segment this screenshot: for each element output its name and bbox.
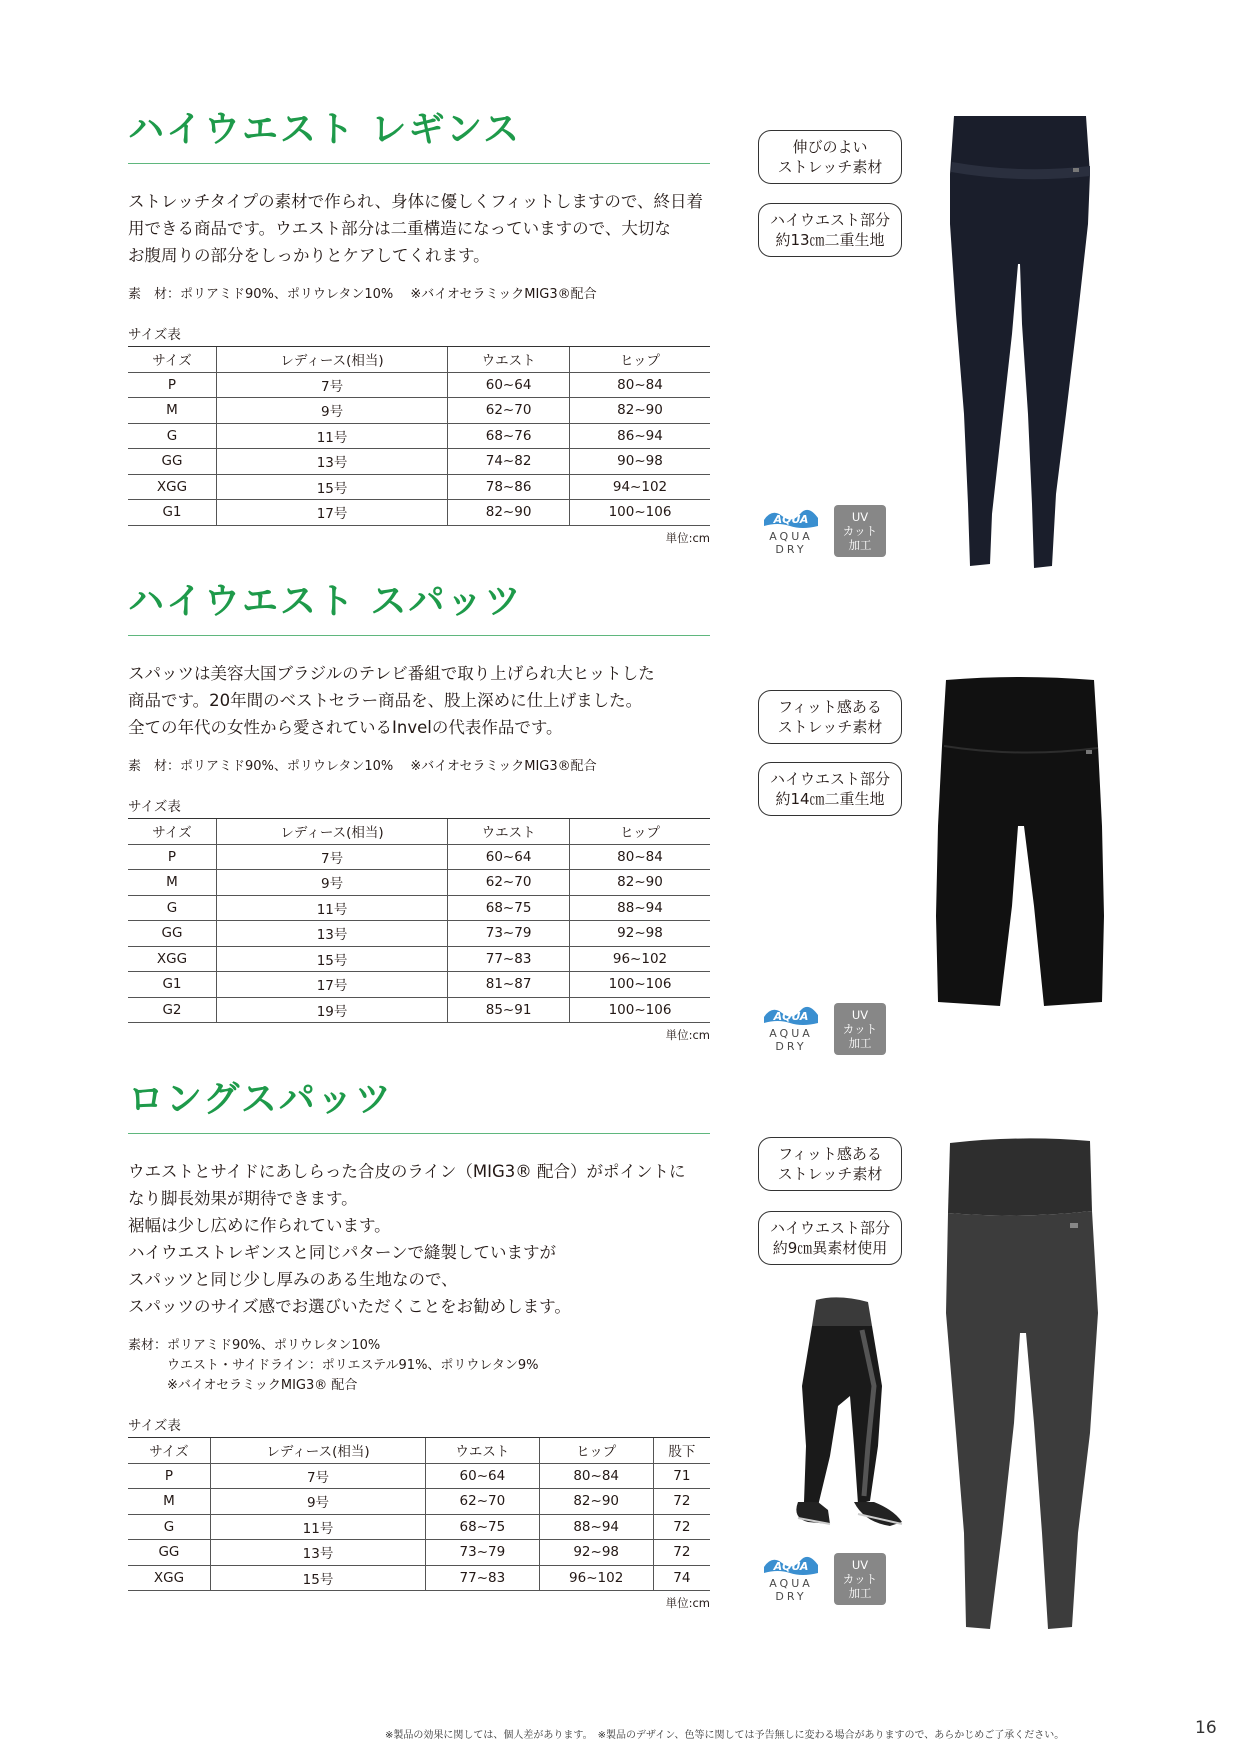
table-cell: 96~102 [570, 946, 710, 972]
material-text: 素材：ポリアミド90%、ポリウレタン10% ウエスト・サイドライン：ポリエステル91%、ポリウレタン9% ※バイオセラミックMIG3® 配合 [128, 1338, 539, 1394]
table-cell: 72 [653, 1489, 710, 1515]
product-description: ウエストとサイドにあしらった合皮のライン（MIG3® 配合）がポイントに なり脚長効果が期待できます。 裾幅は少し広めに作られています。 ハイウエストレギンスと同じパターンで縫製していますが スパッツと同じ少し厚みのある生地なので、 スパッツのサイズ感でお選びいただくことをお勧めします。 [128, 1162, 686, 1317]
table-cell: 9号 [216, 398, 447, 424]
material-text: 素 材：ポリアミド90%、ポリウレタン10% ※バイオセラミックMIG3®配合 [128, 759, 597, 775]
page-number: 16 [1195, 1718, 1217, 1738]
long-spats-product-image [930, 1133, 1110, 1633]
svg-text:AQUA: AQUA [773, 1560, 809, 1573]
table-row [128, 372, 710, 398]
section-title: ハイウエスト スパッツ [128, 580, 710, 636]
svg-text:AQUA: AQUA [773, 513, 809, 526]
table-row [128, 1463, 710, 1489]
table-cell: 7号 [216, 372, 447, 398]
table-cell: 17号 [216, 972, 447, 998]
table-cell: 72 [653, 1514, 710, 1540]
column-header: ヒップ [570, 347, 710, 373]
table-cell: 86~94 [570, 423, 710, 449]
product-description: ストレッチタイプの素材で作られ、身体に優しくフィットしますので、終日着 用できる商品です。ウエスト部分は二重構造になっていますので、大切な お腹周りの部分をしっかりとケアしてくれます。 [128, 192, 704, 266]
uv-cut-badge: UV カット 加工 [834, 1553, 886, 1605]
long-spats-model-image [778, 1296, 908, 1536]
table-cell: P [128, 844, 216, 870]
size-table [128, 1437, 710, 1591]
table-cell: 100~106 [570, 997, 710, 1023]
table-cell: 15号 [210, 1565, 425, 1591]
table-cell: 68~75 [426, 1514, 540, 1540]
table-cell: 60~64 [448, 372, 570, 398]
table-cell: M [128, 870, 216, 896]
size-table-caption: サイズ表 [128, 1418, 181, 1435]
table-cell: M [128, 1489, 210, 1515]
table-cell: 68~76 [448, 423, 570, 449]
table-cell: 73~79 [448, 921, 570, 947]
feature-badge-waist: ハイウエスト部分 約9㎝異素材使用 [758, 1211, 902, 1265]
table-row [128, 844, 710, 870]
section-title: ロングスパッツ [128, 1078, 710, 1134]
table-row [128, 1514, 710, 1540]
table-cell: G [128, 1514, 210, 1540]
table-row [128, 972, 710, 998]
table-cell: 73~79 [426, 1540, 540, 1566]
table-row [128, 1540, 710, 1566]
table-cell: 13号 [216, 449, 447, 475]
table-cell: XGG [128, 1565, 210, 1591]
table-cell: 92~98 [539, 1540, 653, 1566]
table-cell: 85~91 [448, 997, 570, 1023]
table-cell: 96~102 [539, 1565, 653, 1591]
table-cell: 7号 [210, 1463, 425, 1489]
column-header: 股下 [653, 1438, 710, 1464]
table-row [128, 1565, 710, 1591]
aqua-dry-icon [762, 506, 820, 530]
feature-badge-waist: ハイウエスト部分 約14㎝二重生地 [758, 762, 902, 816]
table-row [128, 921, 710, 947]
table-cell: 74~82 [448, 449, 570, 475]
table-cell: 82~90 [570, 398, 710, 424]
table-cell: 77~83 [448, 946, 570, 972]
material-text: 素 材：ポリアミド90%、ポリウレタン10% ※バイオセラミックMIG3®配合 [128, 287, 597, 303]
aqua-dry-logo: AQUA AQUA DRY [761, 1003, 821, 1053]
table-cell: 88~94 [539, 1514, 653, 1540]
table-cell: 78~86 [448, 474, 570, 500]
unit-label: 単位:cm [665, 530, 710, 545]
table-row [128, 423, 710, 449]
table-cell: 68~75 [448, 895, 570, 921]
uv-cut-badge: UV カット 加工 [834, 1003, 886, 1055]
table-cell: 82~90 [539, 1489, 653, 1515]
table-cell: 71 [653, 1463, 710, 1489]
table-cell: 88~94 [570, 895, 710, 921]
table-cell: 80~84 [539, 1463, 653, 1489]
table-row [128, 449, 710, 475]
table-cell: 15号 [216, 946, 447, 972]
table-cell: P [128, 1463, 210, 1489]
aqua-dry-icon [762, 1553, 820, 1577]
table-row [128, 946, 710, 972]
unit-label: 単位:cm [665, 1028, 710, 1043]
table-cell: 19号 [216, 997, 447, 1023]
table-row [128, 474, 710, 500]
product-description: スパッツは美容大国ブラジルのテレビ番組で取り上げられ大ヒットした 商品です。20年間のベストセラー商品を、股上深めに仕上げました。 全ての年代の女性から愛されているInvelの代表作品です。 [128, 664, 655, 738]
table-cell: 62~70 [448, 398, 570, 424]
table-cell: XGG [128, 946, 216, 972]
size-table [128, 818, 710, 1023]
table-cell: 60~64 [426, 1463, 540, 1489]
column-header: ウエスト [448, 819, 570, 845]
table-cell: GG [128, 921, 216, 947]
table-cell: 11号 [216, 423, 447, 449]
table-cell: G1 [128, 500, 216, 526]
feature-badge-stretch: 伸びのよい ストレッチ素材 [758, 130, 902, 184]
table-cell: M [128, 398, 216, 424]
section-title: ハイウエスト レギンス [128, 108, 710, 164]
table-cell: 80~84 [570, 372, 710, 398]
product-section-spats [128, 580, 710, 1043]
table-cell: GG [128, 449, 216, 475]
table-row [128, 1489, 710, 1515]
column-header: ウエスト [448, 347, 570, 373]
table-cell: 11号 [216, 895, 447, 921]
unit-label: 単位:cm [665, 1596, 710, 1611]
table-cell: 90~98 [570, 449, 710, 475]
table-row [128, 500, 710, 526]
table-header-row [128, 347, 710, 373]
spats-product-image [930, 676, 1110, 1008]
leggings-product-image [940, 114, 1100, 570]
feature-badge-fit: フィット感ある ストレッチ素材 [758, 690, 902, 744]
table-header-row [128, 819, 710, 845]
footer-disclaimer: ※製品の効果に関しては、個人差があります。 ※製品のデザイン、色等に関しては予告無しに変わる場合がありますので、あらかじめご了承ください。 [385, 1730, 1065, 1741]
column-header: ヒップ [539, 1438, 653, 1464]
table-cell: 100~106 [570, 972, 710, 998]
column-header: ヒップ [570, 819, 710, 845]
table-cell: 81~87 [448, 972, 570, 998]
table-cell: G2 [128, 997, 216, 1023]
table-cell: 60~64 [448, 844, 570, 870]
table-cell: 7号 [216, 844, 447, 870]
table-header-row [128, 1438, 710, 1464]
column-header: サイズ [128, 1438, 210, 1464]
table-cell: 15号 [216, 474, 447, 500]
table-cell: 77~83 [426, 1565, 540, 1591]
column-header: レディース(相当) [216, 347, 447, 373]
table-row [128, 398, 710, 424]
table-cell: 74 [653, 1565, 710, 1591]
table-cell: 17号 [216, 500, 447, 526]
size-table-caption: サイズ表 [128, 799, 181, 816]
table-cell: G [128, 423, 216, 449]
uv-cut-badge: UV カット 加工 [834, 505, 886, 557]
table-row [128, 870, 710, 896]
table-cell: 62~70 [426, 1489, 540, 1515]
table-cell: 82~90 [448, 500, 570, 526]
aqua-dry-logo: AQUA AQUA DRY [761, 1553, 821, 1603]
table-cell: 11号 [210, 1514, 425, 1540]
column-header: ウエスト [426, 1438, 540, 1464]
size-table-caption: サイズ表 [128, 327, 181, 344]
table-cell: 9号 [210, 1489, 425, 1515]
table-cell: 80~84 [570, 844, 710, 870]
table-row [128, 997, 710, 1023]
table-cell: 92~98 [570, 921, 710, 947]
table-cell: 72 [653, 1540, 710, 1566]
svg-text:AQUA: AQUA [773, 1010, 809, 1023]
table-row [128, 895, 710, 921]
table-cell: 94~102 [570, 474, 710, 500]
table-cell: 82~90 [570, 870, 710, 896]
aqua-dry-logo: AQUA AQUA DRY [761, 506, 821, 556]
table-cell: 100~106 [570, 500, 710, 526]
table-cell: 9号 [216, 870, 447, 896]
size-table [128, 346, 710, 526]
table-cell: XGG [128, 474, 216, 500]
product-section-long-spats [128, 1078, 710, 1611]
column-header: サイズ [128, 347, 216, 373]
column-header: レディース(相当) [216, 819, 447, 845]
feature-badge-fit: フィット感ある ストレッチ素材 [758, 1137, 902, 1191]
table-cell: 13号 [216, 921, 447, 947]
table-cell: P [128, 372, 216, 398]
table-cell: GG [128, 1540, 210, 1566]
aqua-dry-icon [762, 1003, 820, 1027]
product-section-leggings [128, 108, 710, 546]
table-cell: G1 [128, 972, 216, 998]
table-cell: 13号 [210, 1540, 425, 1566]
column-header: サイズ [128, 819, 216, 845]
table-cell: 62~70 [448, 870, 570, 896]
table-cell: G [128, 895, 216, 921]
column-header: レディース(相当) [210, 1438, 425, 1464]
feature-badge-waist: ハイウエスト部分 約13㎝二重生地 [758, 203, 902, 257]
